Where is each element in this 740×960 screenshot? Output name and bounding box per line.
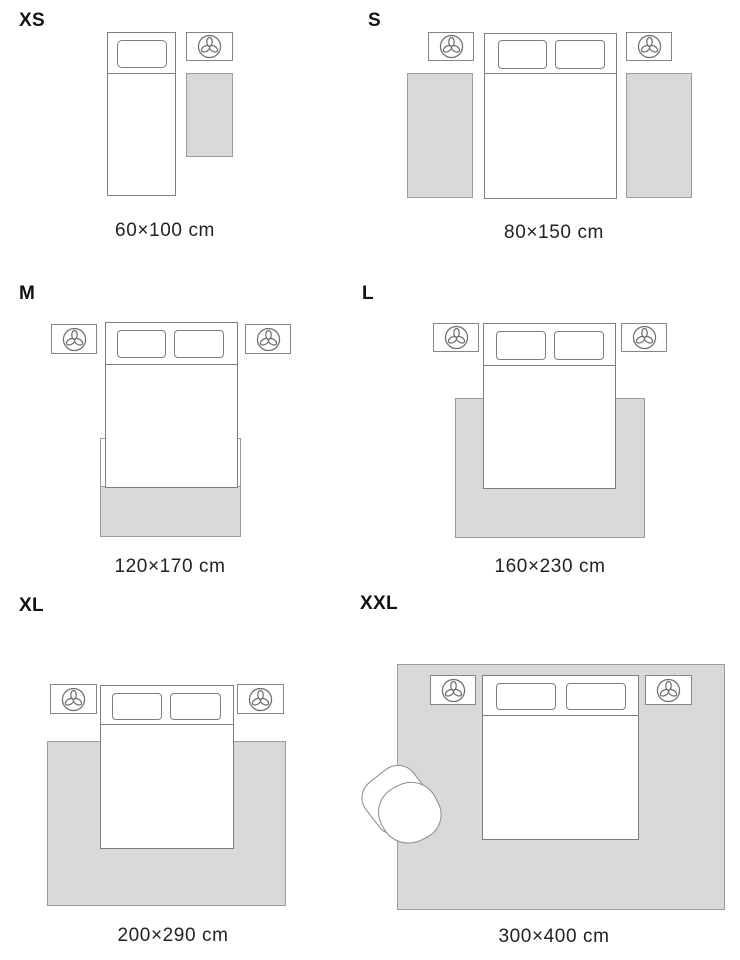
size-caption: 80×150 cm <box>504 222 604 243</box>
size-caption: 200×290 cm <box>117 925 229 946</box>
size-label: M <box>19 283 36 304</box>
size-caption: 120×170 cm <box>114 556 226 577</box>
bed <box>100 685 234 849</box>
rug-visible-part <box>100 486 241 537</box>
panel-xs <box>0 0 360 270</box>
nightstand <box>237 684 284 714</box>
plant-icon <box>632 325 657 350</box>
panel-xl <box>0 580 360 960</box>
rug <box>407 73 473 198</box>
pillow <box>566 683 626 710</box>
size-label: XXL <box>360 593 398 614</box>
size-label: L <box>362 283 374 304</box>
panel-m <box>0 270 360 580</box>
bed <box>107 32 176 196</box>
plant-icon <box>637 34 662 59</box>
bed <box>483 323 616 489</box>
panel-xxl <box>360 580 740 960</box>
bed <box>105 322 238 488</box>
pillow <box>170 693 221 720</box>
rug <box>626 73 692 198</box>
bed <box>484 33 617 199</box>
pillow <box>498 40 547 69</box>
plant-icon <box>197 34 222 59</box>
size-label: XS <box>19 10 45 31</box>
nightstand <box>430 675 476 705</box>
size-caption: 160×230 cm <box>494 556 606 577</box>
pillow <box>112 693 162 720</box>
nightstand <box>51 324 97 354</box>
pillow <box>554 331 604 360</box>
nightstand <box>645 675 692 705</box>
size-label: S <box>368 10 381 31</box>
plant-icon <box>441 678 466 703</box>
nightstand <box>186 32 233 61</box>
nightstand <box>428 32 474 61</box>
pillow <box>174 330 224 358</box>
size-caption: 60×100 cm <box>115 220 215 241</box>
pillow <box>496 331 546 360</box>
plant-icon <box>256 327 281 352</box>
nightstand <box>433 323 479 352</box>
plant-icon <box>248 687 273 712</box>
plant-icon <box>61 687 86 712</box>
pillow <box>496 683 556 710</box>
size-caption: 300×400 cm <box>498 926 610 947</box>
plant-icon <box>656 678 681 703</box>
plant-icon <box>62 327 87 352</box>
pillow <box>555 40 605 69</box>
pillow <box>117 40 167 68</box>
nightstand <box>621 323 667 352</box>
plant-icon <box>444 325 469 350</box>
panel-l <box>360 270 740 580</box>
nightstand <box>626 32 672 61</box>
nightstand <box>245 324 291 354</box>
size-label: XL <box>19 595 44 616</box>
rug <box>186 73 233 157</box>
nightstand <box>50 684 97 714</box>
plant-icon <box>439 34 464 59</box>
bed <box>482 675 639 840</box>
pillow <box>117 330 166 358</box>
panel-s <box>360 0 740 270</box>
